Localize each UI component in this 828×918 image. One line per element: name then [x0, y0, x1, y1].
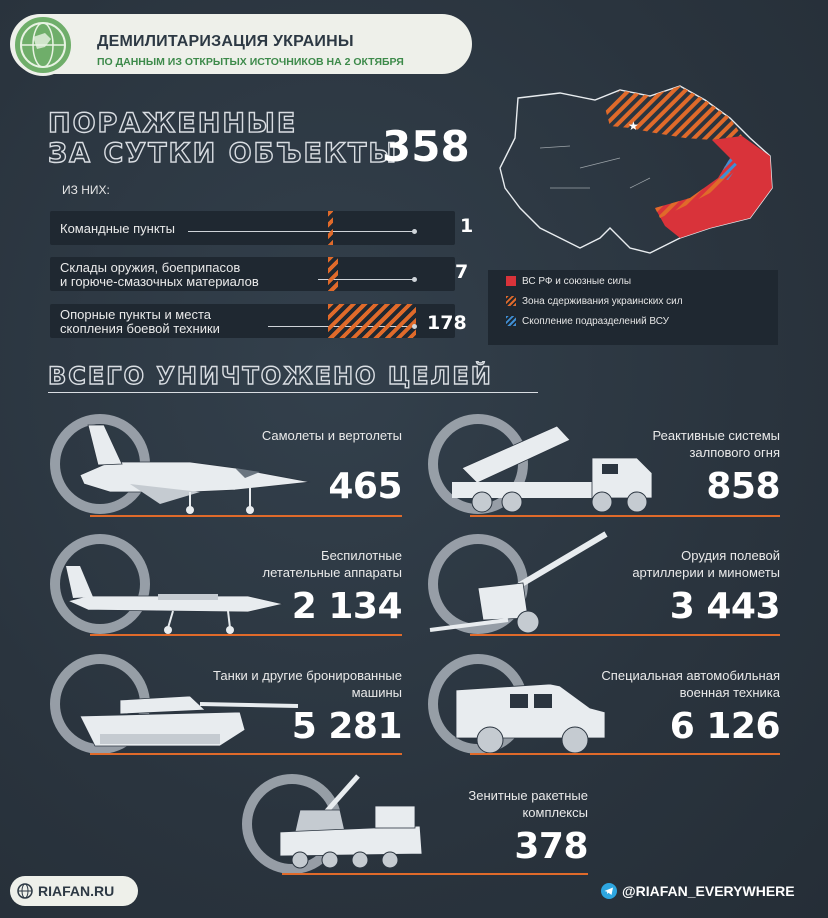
- svg-text:★: ★: [628, 119, 639, 133]
- row-value: 178: [427, 312, 467, 334]
- sam-system-icon: [270, 770, 430, 874]
- card-label-line2: залпового огня: [689, 445, 780, 460]
- card-underline: [90, 753, 402, 755]
- row-label-line1: Склады оружия, боеприпасов: [60, 260, 241, 275]
- card-underline: [282, 873, 588, 875]
- card-label-line2: военная техника: [679, 685, 780, 700]
- row-bar: [328, 304, 416, 338]
- telegram-icon: [601, 883, 617, 899]
- card-label-line2: летательные аппараты: [262, 565, 402, 580]
- ukraine-map: [480, 78, 780, 273]
- howitzer-icon: [428, 528, 618, 636]
- daily-title-line1: ПОРАЖЕННЫЕ: [48, 108, 298, 139]
- card-label-line1: Зенитные ракетные: [468, 788, 588, 803]
- row-leader-line: [188, 231, 415, 232]
- row-label-line2: скопления боевой техники: [60, 321, 220, 336]
- globe-logo-icon: [12, 14, 74, 76]
- daily-row-depots: [50, 257, 469, 291]
- daily-total: 358: [382, 122, 470, 171]
- card-underline: [470, 753, 780, 755]
- page-title: ДЕМИЛИТАРИЗАЦИЯ УКРАИНЫ: [97, 33, 354, 50]
- of-them-label: ИЗ НИХ:: [62, 183, 110, 197]
- card-underline: [470, 515, 780, 517]
- card-label-line2: комплексы: [522, 805, 588, 820]
- daily-row-command-posts: [50, 211, 474, 245]
- row-label: Командные пункты: [60, 221, 175, 236]
- card-value: 2 134: [291, 586, 402, 627]
- page-subtitle: ПО ДАННЫМ ИЗ ОТКРЫТЫХ ИСТОЧНИКОВ НА 2 ОКТЯБРЯ: [97, 56, 404, 68]
- row-bar: [328, 211, 333, 245]
- card-underline: [470, 634, 780, 636]
- card-label-line1: Реактивные системы: [652, 428, 780, 443]
- legend-label: Скопление подразделений ВСУ: [522, 316, 670, 327]
- row-label-line1: Опорные пункты и места: [60, 307, 212, 322]
- daily-title-line2: ЗА СУТКИ ОБЪЕКТЫ: [48, 138, 399, 169]
- row-bar: [328, 257, 338, 291]
- legend-label: Зона сдерживания украинских сил: [522, 296, 683, 307]
- legend-swatch-red: [506, 276, 516, 286]
- section-underline: [48, 392, 538, 393]
- card-label-line1: Специальная автомобильная: [601, 668, 780, 683]
- card-value: 6 126: [669, 706, 780, 747]
- card-label-line2: машины: [351, 685, 402, 700]
- card-value: 858: [706, 466, 780, 507]
- card-label-line2: артиллерии и минометы: [632, 565, 780, 580]
- legend-label: ВС РФ и союзные силы: [522, 276, 632, 287]
- card-value: 3 443: [669, 586, 780, 627]
- card-value: 378: [514, 826, 588, 867]
- row-value: 1: [460, 215, 474, 237]
- daily-row-strongpoints: [50, 304, 467, 338]
- card-value: 465: [328, 466, 402, 507]
- card-label-line1: Самолеты и вертолеты: [261, 428, 402, 443]
- card-label-line1: Беспилотные: [321, 548, 402, 563]
- destroyed-section-title: ВСЕГО УНИЧТОЖЕНО ЦЕЛЕЙ: [48, 362, 493, 390]
- card-label-line1: Танки и другие бронированные: [213, 668, 402, 683]
- legend-swatch-blue: [506, 316, 516, 326]
- card-underline: [90, 515, 402, 517]
- footer-telegram-link[interactable]: @RIAFAN_EVERYWHERE: [622, 883, 795, 899]
- card-underline: [90, 634, 402, 636]
- footer-site-link[interactable]: RIAFAN.RU: [38, 883, 115, 899]
- row-dot: [412, 277, 417, 282]
- row-dot: [412, 324, 417, 329]
- card-label-line1: Орудия полевой: [681, 548, 780, 563]
- row-value: 7: [455, 261, 469, 283]
- row-dot: [412, 229, 417, 234]
- card-value: 5 281: [291, 706, 402, 747]
- row-label-line2: и горюче-смазочных материалов: [60, 274, 259, 289]
- legend-swatch-orange: [506, 296, 516, 306]
- globe-icon: [17, 883, 33, 899]
